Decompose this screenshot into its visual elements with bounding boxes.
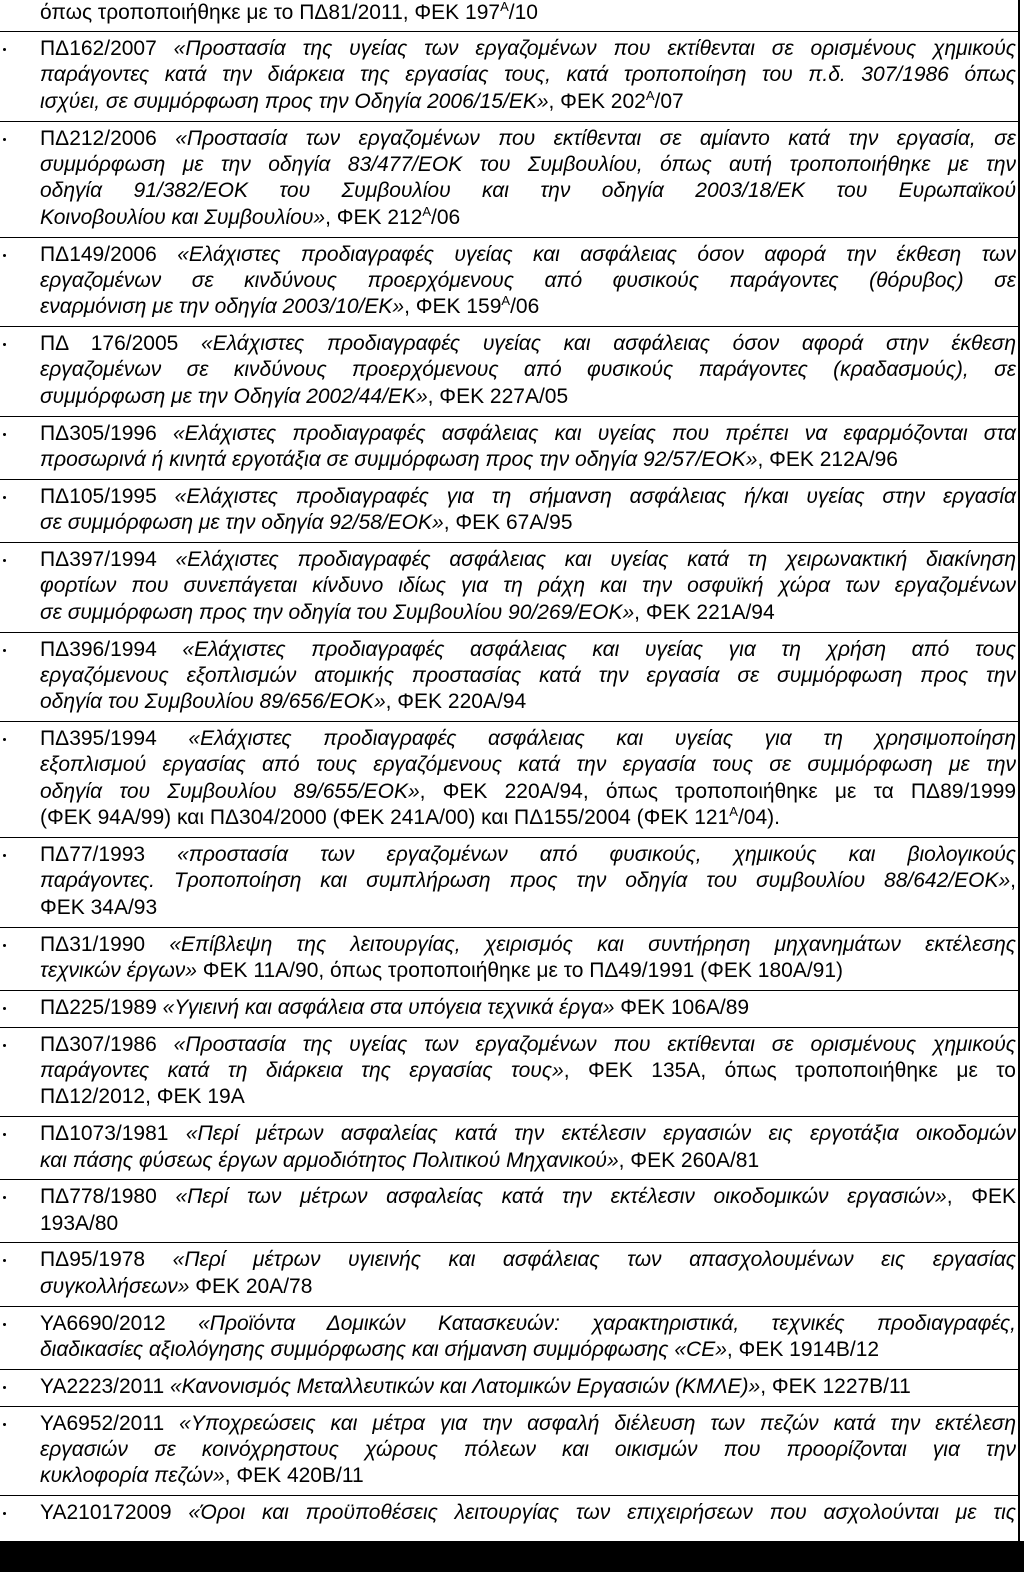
italic-title-text: «Ελάχιστες προδιαγραφές ασφάλειας και υγείας για τη χρήση από τους (182, 637, 1016, 661)
italic-title-text: «Προστασία της υγείας των εργαζομένων που εκτίθενται σε ορισμένους χημικούς (173, 36, 1016, 60)
text-line-content (40, 1248, 1016, 1271)
text-line-content (40, 243, 1016, 266)
text-line-content (40, 638, 1016, 661)
bullet-icon (3, 1044, 6, 1047)
table-row (0, 1370, 1019, 1407)
reference-text: ΠΔ12/2012, ΦΕΚ 19Α (40, 1085, 245, 1109)
text-line-content (40, 869, 1016, 892)
reference-text: /07 (654, 89, 684, 113)
table-row (0, 0, 1019, 32)
text-line-content (40, 548, 1016, 571)
text-line-content (40, 203, 461, 229)
italic-title-text: οδηγία 91/382/ΕΟΚ του Συμβουλίου και την οδηγία 2003/18/ΕΚ του Ευρωπαϊκού (40, 179, 1016, 203)
text-line-content (40, 1464, 364, 1487)
text-line (40, 152, 1016, 178)
text-line (40, 62, 1016, 88)
reference-text: ΠΔ77/1993 (40, 843, 178, 867)
italic-title-text: «Περί μέτρων υγιεινής και ασφάλειας των απασχολουμένων εις εργασίας (172, 1248, 1017, 1272)
reference-text: ΠΔ305/1996 (40, 421, 173, 445)
text-line-content (40, 269, 1016, 292)
reference-text: ΠΔ162/2007 (40, 36, 174, 60)
text-line (40, 331, 1016, 357)
bullet-icon (3, 254, 6, 257)
text-line-content (40, 843, 1016, 866)
text-line-content (40, 1059, 1016, 1082)
text-line-content (40, 358, 1016, 381)
reference-text: ΠΔ105/1995 (40, 484, 175, 508)
italic-title-text: «προστασία των εργαζομένων από φυσικούς, χημικούς και βιολογικούς (177, 843, 1017, 867)
text-line (40, 1032, 1016, 1058)
italic-title-text: και πάσης φύσεως έργων αρμοδιότητος Πολιτικού Μηχανικού» (40, 1148, 619, 1172)
italic-title-text: σε συμμόρφωση προς την οδηγία του Συμβουλίου 90/269/ΕΟΚ» (40, 600, 635, 624)
table-row (0, 928, 1019, 991)
reference-text: , ΦΕΚ 227Α/05 (427, 384, 569, 408)
bullet-icon (3, 1007, 6, 1010)
text-line (40, 958, 1016, 984)
text-line-content (40, 385, 568, 408)
reference-text: ΦΕΚ 11Α/90, όπως τροποποιήθηκε με το ΠΔ49/1991 (ΦΕΚ 180Α/91) (196, 959, 844, 982)
table-row (0, 1307, 1019, 1370)
bullet-icon (3, 343, 6, 346)
reference-text: ΠΔ212/2006 (40, 126, 176, 150)
text-line (40, 637, 1016, 663)
text-line (40, 36, 1016, 62)
text-line-content (40, 1312, 1016, 1335)
reference-text: , ΦΕΚ 135Α, όπως τροποποιήθηκε με το (563, 1058, 1016, 1082)
reference-text: , ΦΕΚ (946, 1185, 1016, 1209)
text-line (40, 600, 1016, 626)
reference-text: , ΦΕΚ 420Β/11 (224, 1464, 364, 1488)
bullet-icon (3, 1386, 6, 1389)
superscript-text: Α (501, 293, 511, 309)
text-line (40, 1337, 1016, 1363)
reference-text: ΥΑ210172009 (40, 1501, 189, 1525)
bullet-icon (3, 854, 6, 857)
italic-title-text: «Περί των μέτρων ασφαλείας κατά την εκτέλεσιν οικοδομικών εργασιών» (175, 1185, 947, 1209)
text-line-content (40, 87, 684, 113)
italic-title-text: «Όροι και προϋποθέσεις λειτουργίας των επιχειρήσεων που ασχολούνται με τις (188, 1501, 1017, 1525)
reference-text: /06 (431, 205, 461, 229)
reference-text: , ΦΕΚ 220Α/94, όπως τροποποιήθηκε με τα ΠΔ89/1999 (419, 779, 1016, 803)
italic-title-text: «Προϊόντα Δομικών Κατασκευών: χαρακτηριστικά, τεχνικές προδιαγραφές, (198, 1311, 1016, 1335)
text-line (40, 1058, 1016, 1084)
text-line-content (40, 511, 573, 534)
italic-title-text: «Υγιεινή και ασφάλεια στα υπόγεια τεχνικά έργα» (162, 995, 615, 1019)
superscript-text: Α (422, 203, 432, 219)
italic-title-text: ισχύει, σε συμμόρφωση προς την Οδηγία 2006/15/ΕΚ» (40, 89, 549, 113)
text-line-content (40, 1275, 312, 1298)
text-line (40, 510, 1016, 536)
text-line-content (40, 1149, 759, 1172)
italic-title-text: εργαζομένων σε κινδύνους προερχόμενους από φυσικούς παράγοντες (κραδασμούς), σε (40, 358, 1016, 382)
text-line (40, 384, 1016, 410)
text-line (40, 1247, 1016, 1273)
reference-text: ΠΔ397/1994 (40, 547, 176, 571)
reference-text: , ΦΕΚ 221Α/94 (634, 600, 775, 624)
superscript-text: Α (500, 0, 509, 14)
text-line-content (40, 996, 749, 1019)
text-line (40, 547, 1016, 573)
text-line (40, 663, 1016, 689)
text-line (40, 1463, 1016, 1489)
text-line (40, 842, 1016, 868)
table-row (0, 122, 1019, 238)
table-row (0, 1496, 1019, 1532)
text-line (40, 1411, 1016, 1437)
reference-text: ΠΔ149/2006 (40, 242, 178, 266)
table-row (0, 1180, 1019, 1243)
text-line (40, 447, 1016, 473)
text-line-content (40, 332, 1016, 355)
italic-title-text: οδηγία του Συμβουλίου 89/655/ΕΟΚ» (40, 779, 420, 803)
bullet-icon (3, 496, 6, 499)
text-line (40, 1311, 1016, 1337)
text-line-content (40, 63, 1016, 86)
text-line (40, 1184, 1016, 1210)
italic-title-text: συμμόρφωση με την Οδηγία 2002/44/ΕΚ» (40, 384, 428, 408)
italic-title-text: διαδικασίες αξιολόγησης συμμόρφωσης και σήμανση συμμόρφωσης «CE» (40, 1338, 727, 1362)
table-row (0, 991, 1019, 1028)
text-line-content (40, 933, 1016, 956)
reference-text: /04). (737, 806, 780, 830)
text-line (40, 205, 1016, 231)
text-line-content (40, 1122, 1016, 1145)
text-line (40, 689, 1016, 715)
italic-title-text: «Περί μέτρων ασφαλείας κατά την εκτέλεσιν εργασιών εις εργοτάξια οικοδομών (185, 1122, 1017, 1146)
text-line (40, 89, 1016, 115)
bullet-icon (3, 944, 6, 947)
reference-text: , ΦΕΚ 260Α/81 (618, 1148, 760, 1172)
table-row (0, 1407, 1019, 1497)
text-line (40, 1148, 1016, 1174)
italic-title-text: παράγοντες κατά τη διάρκεια της εργασίας τους» (40, 1058, 564, 1082)
reference-text: (ΦΕΚ 94Α/99) και ΠΔ304/2000 (ΦΕΚ 241Α/00) και ΠΔ155/2004 (ΦΕΚ 121 (40, 806, 730, 830)
reference-text: , ΦΕΚ 67Α/95 (443, 511, 573, 535)
italic-title-text: «Επίβλεψη της λειτουργίας, χειρισμός και συντήρηση μηχανημάτων εκτέλεσης (169, 932, 1017, 956)
italic-title-text: παράγοντες κατά την διάρκεια της εργασίας τους, κατά τροποποίηση του π.δ. 307/1986 όπως (40, 63, 1016, 87)
reference-text: ΦΕΚ 106Α/89 (614, 995, 750, 1019)
reference-text: ΠΔ307/1986 (40, 1032, 174, 1056)
text-line-content (40, 601, 775, 624)
text-line (40, 421, 1016, 447)
italic-title-text: «Ελάχιστες προδιαγραφές ασφάλειας και υγείας κατά τη χειρωνακτική διακίνηση (175, 547, 1016, 571)
reference-text: ΠΔ225/1989 (40, 995, 163, 1019)
text-line-content (40, 422, 1016, 445)
text-line (40, 895, 1016, 921)
text-line (40, 1374, 1016, 1400)
text-line (40, 932, 1016, 958)
italic-title-text: «Ελάχιστες προδιαγραφές υγείας και ασφάλειας όσον αφορά την έκθεση των (177, 242, 1016, 266)
italic-title-text: εργαζομένων σε κινδύνους προερχόμενους από φυσικούς παράγοντες (θόρυβος) σε (40, 268, 1016, 292)
bullet-icon (3, 738, 6, 741)
text-line-content (40, 295, 539, 318)
reference-text: ΦΕΚ 20Α/78 (189, 1274, 313, 1298)
text-line (40, 1274, 1016, 1300)
reference-text: , ΦΕΚ 220Α/94 (385, 690, 527, 714)
reference-text: όπως τροποποιήθηκε με το ΠΔ81/2011, ΦΕΚ 197 (40, 1, 501, 24)
bullet-icon (3, 1423, 6, 1426)
text-line-content (40, 753, 1016, 776)
table-row (0, 238, 1019, 328)
text-line-content (40, 896, 157, 919)
text-line-content (40, 127, 1016, 150)
italic-title-text: «Προστασία των εργαζομένων που εκτίθενται σε αμίαντο κατά την εργασία, σε (175, 126, 1016, 150)
italic-title-text: «Ελάχιστες προδιαγραφές ασφάλειας και υγείας που πρέπει να εφαρμόζονται στα (172, 421, 1016, 445)
reference-text: ΠΔ95/1978 (40, 1248, 173, 1272)
reference-text: ΠΔ778/1980 (40, 1185, 176, 1209)
italic-title-text: «Ελάχιστες προδιαγραφές ασφάλειας και υγείας για τη χρησιμοποίηση (188, 727, 1016, 751)
text-line-content (40, 1033, 1016, 1056)
superscript-text: Α (645, 87, 655, 103)
reference-text: ΠΔ396/1994 (40, 637, 183, 661)
table-row (0, 327, 1019, 417)
text-line-content (40, 727, 1016, 750)
italic-title-text: εξοπλισμού εργασίας από τους εργαζόμενους κατά την εργασία τους σε συμμόρφωση με την (40, 753, 1016, 777)
reference-text: ΠΔ1073/1981 (40, 1122, 186, 1146)
bullet-icon (3, 1512, 6, 1515)
text-line-content (40, 1501, 1016, 1524)
table-row (0, 722, 1019, 838)
reference-text: ΥΑ6690/2012 (40, 1311, 199, 1335)
bullet-icon (3, 1133, 6, 1136)
text-line-content (40, 690, 526, 713)
text-line-content (40, 959, 843, 982)
text-line (40, 0, 1016, 26)
italic-title-text: συγκολλήσεων» (40, 1274, 190, 1298)
reference-text: ΥΑ2223/2011 (40, 1374, 170, 1398)
italic-title-text: εναρμόνιση με την οδηγία 2003/10/ΕΚ» (40, 295, 405, 319)
text-line-content (40, 806, 780, 829)
table-right-border (1018, 0, 1020, 1541)
text-line (40, 1121, 1016, 1147)
text-line (40, 484, 1016, 510)
table-row (0, 417, 1019, 480)
bottom-black-bar (0, 1541, 1024, 1572)
italic-title-text: εργαζόμενους εξοπλισμών ατομικής προστασίας κατά την εργασία σε συμμόρφωση προς την (40, 663, 1016, 687)
text-line (40, 268, 1016, 294)
text-line (40, 995, 1016, 1021)
text-line-content (40, 780, 1016, 803)
table-row (0, 543, 1019, 633)
italic-title-text: «Κανονισμός Μεταλλευτικών και Λατομικών Εργασιών (ΚΜΛΕ)» (170, 1374, 761, 1398)
reference-text: , ΦΕΚ 1914Β/12 (726, 1338, 880, 1362)
text-line-content (40, 664, 1016, 687)
text-line-content (40, 1212, 118, 1235)
text-line (40, 1437, 1016, 1463)
bullet-icon (3, 48, 6, 51)
italic-title-text: «Ελάχιστες προδιαγραφές υγείας και ασφάλειας όσον αφορά στην έκθεση (201, 332, 1016, 356)
table-row (0, 1117, 1019, 1180)
table-row (0, 1243, 1019, 1306)
text-line-content (40, 485, 1016, 508)
text-line-content (40, 1338, 879, 1361)
table-row (0, 480, 1019, 543)
reference-text: , ΦΕΚ 202 (548, 89, 646, 113)
reference-text: 193Α/80 (40, 1211, 119, 1235)
italic-title-text: προσωρινά ή κινητά εργοτάξια σε συμμόρφωση προς την οδηγία 92/57/ΕΟΚ» (40, 448, 758, 472)
italic-title-text: εργασιών σε κοινόχρηστους χώρους πόλεων και οικισμών που προορίζονται για την (40, 1437, 1016, 1461)
bullet-icon (3, 649, 6, 652)
text-line (40, 1500, 1016, 1526)
italic-title-text: «Υποχρεώσεις και μέτρα για την ασφαλή διέλευση των πεζών κατά την εκτέλεση (179, 1411, 1016, 1435)
italic-title-text: φορτίων που συνεπάγεται κίνδυνο ιδίως για τη ράχη και την οσφυϊκή χώρα των εργαζομένων (40, 574, 1016, 598)
reference-text: ΥΑ6952/2011 (40, 1411, 180, 1435)
text-line (40, 294, 1016, 320)
italic-title-text: σε συμμόρφωση με την οδηγία 92/58/ΕΟΚ» (40, 511, 444, 535)
bullet-icon (3, 559, 6, 562)
text-line (40, 178, 1016, 204)
reference-text: ΦΕΚ 34Α/93 (40, 895, 158, 919)
reference-text: /06 (510, 295, 540, 319)
text-line (40, 726, 1016, 752)
text-line (40, 868, 1016, 894)
italic-title-text: παράγοντες. Τροποποίηση και συμπλήρωση προς την οδηγία του συμβουλίου 88/642/ΕΟΚ» (40, 869, 1011, 893)
italic-title-text: Κοινοβουλίου και Συμβουλίου» (40, 205, 326, 229)
bullet-icon (3, 433, 6, 436)
text-line (40, 779, 1016, 805)
table-row (0, 633, 1019, 723)
text-line-content (40, 1438, 1016, 1461)
reference-text: ΠΔ31/1990 (40, 932, 170, 956)
reference-text: , ΦΕΚ 1227Β/11 (760, 1374, 911, 1398)
text-line-content (40, 574, 1016, 597)
superscript-text: Α (729, 804, 738, 820)
table-row (0, 32, 1019, 122)
text-line-content (40, 1375, 911, 1398)
reference-text: , ΦΕΚ 159 (404, 295, 502, 319)
italic-title-text: κυκλοφορία πεζών» (40, 1464, 225, 1488)
table-row (0, 1028, 1019, 1118)
text-line-content (40, 153, 1016, 176)
table-row (0, 838, 1019, 928)
text-line-content (40, 1185, 1016, 1208)
italic-title-text: «Ελάχιστες προδιαγραφές για τη σήμανση ασφάλειας ή/και υγείας στην εργασία (174, 484, 1016, 508)
reference-text: /10 (508, 1, 538, 24)
text-line (40, 242, 1016, 268)
italic-title-text: οδηγία του Συμβουλίου 89/656/ΕΟΚ» (40, 690, 386, 714)
text-line-content (40, 1, 538, 24)
italic-title-text: τεχνικών έργων» (40, 959, 197, 982)
text-line (40, 805, 1016, 831)
text-line-content (40, 37, 1016, 60)
reference-text: ΠΔ 176/2005 (40, 332, 202, 356)
text-line (40, 573, 1016, 599)
text-line (40, 1084, 1016, 1110)
text-line (40, 1211, 1016, 1237)
text-line (40, 357, 1016, 383)
text-line (40, 126, 1016, 152)
reference-text: ΠΔ395/1994 (40, 727, 189, 751)
italic-title-text: «Προστασία της υγείας των εργαζομένων που εκτίθενται σε ορισμένους χημικούς (173, 1032, 1016, 1056)
text-line (40, 752, 1016, 778)
bullet-icon (3, 1323, 6, 1326)
text-line-content (40, 1412, 1016, 1435)
italic-title-text: συμμόρφωση με την οδηγία 83/477/ΕΟΚ του Συμβουλίου, όπως αυτή τροποποιήθηκε με την (40, 152, 1016, 176)
bullet-icon (3, 1196, 6, 1199)
text-line-content (40, 1085, 245, 1108)
bullet-icon (3, 1259, 6, 1262)
reference-text: , ΦΕΚ 212 (325, 205, 423, 229)
text-line-content (40, 179, 1016, 202)
bullet-icon (3, 138, 6, 141)
reference-text: , ΦΕΚ 212Α/96 (757, 448, 898, 472)
text-line-content (40, 448, 898, 471)
reference-text: , (1010, 869, 1016, 893)
